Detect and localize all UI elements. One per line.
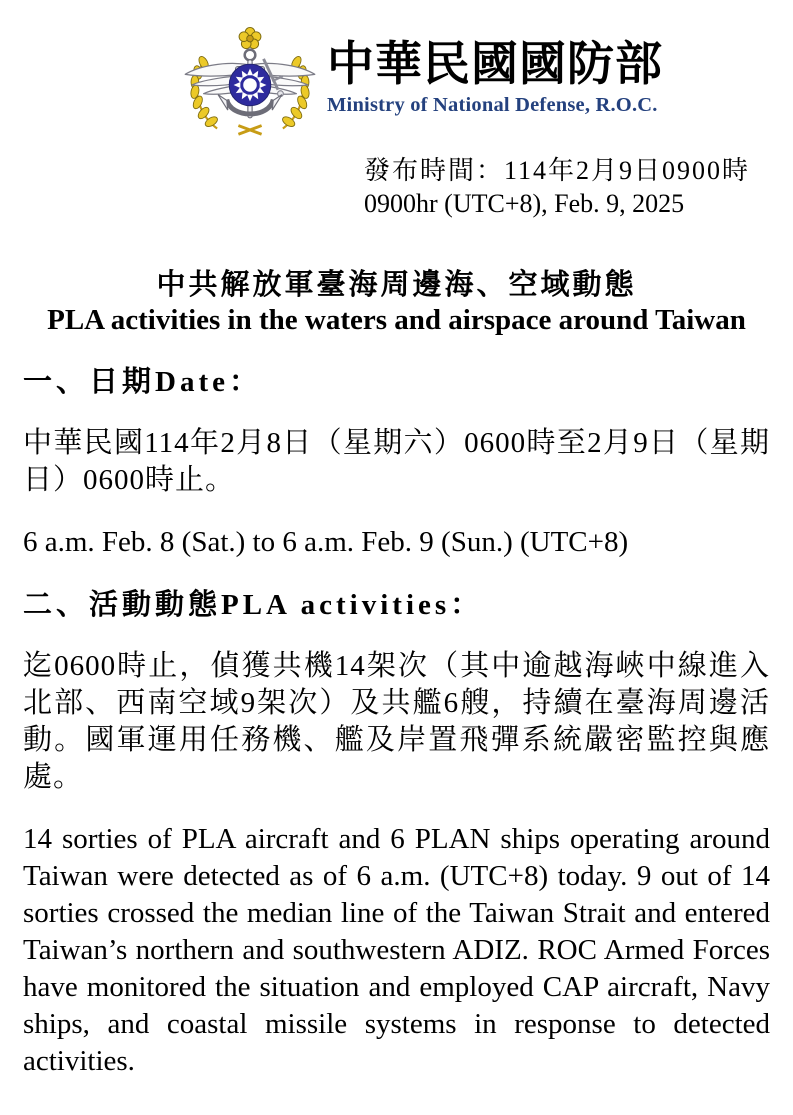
ministry-name-block xyxy=(327,26,663,117)
wheat-tie xyxy=(238,126,261,135)
release-time-block xyxy=(364,154,770,220)
masthead xyxy=(181,26,770,142)
mnd-emblem-icon xyxy=(181,26,319,142)
plum-blossom xyxy=(239,27,261,48)
activities-paragraph-zh: 迄0600時止，偵獲共機14架次（其中逾越海峽中線進入北部、西南空域9架次）及共艦6艘，持續在臺海周邊活動。國軍運用任務機、艦及岸置飛彈系統嚴密監控與應處。 xyxy=(23,650,770,793)
date-paragraph-zh: 中華民國114年2月8日（星期六）0600時至2月9日（星期日）0600時止。 xyxy=(23,427,770,496)
document-title-en: PLA activities in the waters and airspace around Taiwan xyxy=(47,304,746,336)
document-title xyxy=(23,268,770,338)
section-activities xyxy=(23,587,770,1080)
section-activities-heading: 二、活動動態PLA activities： xyxy=(23,589,484,621)
roc-sun xyxy=(229,64,271,106)
ministry-name-en: Ministry of National Defense, R.O.C. xyxy=(327,94,658,116)
release-time-en: 0900hr (UTC+8), Feb. 9, 2025 xyxy=(364,189,685,218)
section-date xyxy=(23,364,770,561)
ministry-name-zh: 中華民國國防部 xyxy=(327,39,663,91)
section-date-heading: 一、日期Date： xyxy=(23,366,262,398)
date-paragraph-en: 6 a.m. Feb. 8 (Sat.) to 6 a.m. Feb. 9 (Sun.) (UTC+8) xyxy=(23,526,629,558)
release-time-zh: 發布時間：114年2月9日0900時 xyxy=(364,156,751,185)
activities-paragraph-en: 14 sorties of PLA aircraft and 6 PLAN ships operating around Taiwan were detected as of 6 a.m. (UTC+8) today. 9 out of 14 sorties crossed the median line of the Taiwan Strait and entered Taiwan’s northern and southwestern ADIZ. ROC Armed Forces have monitored the situation and employed CAP aircraft, Navy ships, and coastal missile systems in response to detected activities. xyxy=(23,823,770,1077)
document-title-zh: 中共解放軍臺海周邊海、空域動態 xyxy=(156,269,637,301)
